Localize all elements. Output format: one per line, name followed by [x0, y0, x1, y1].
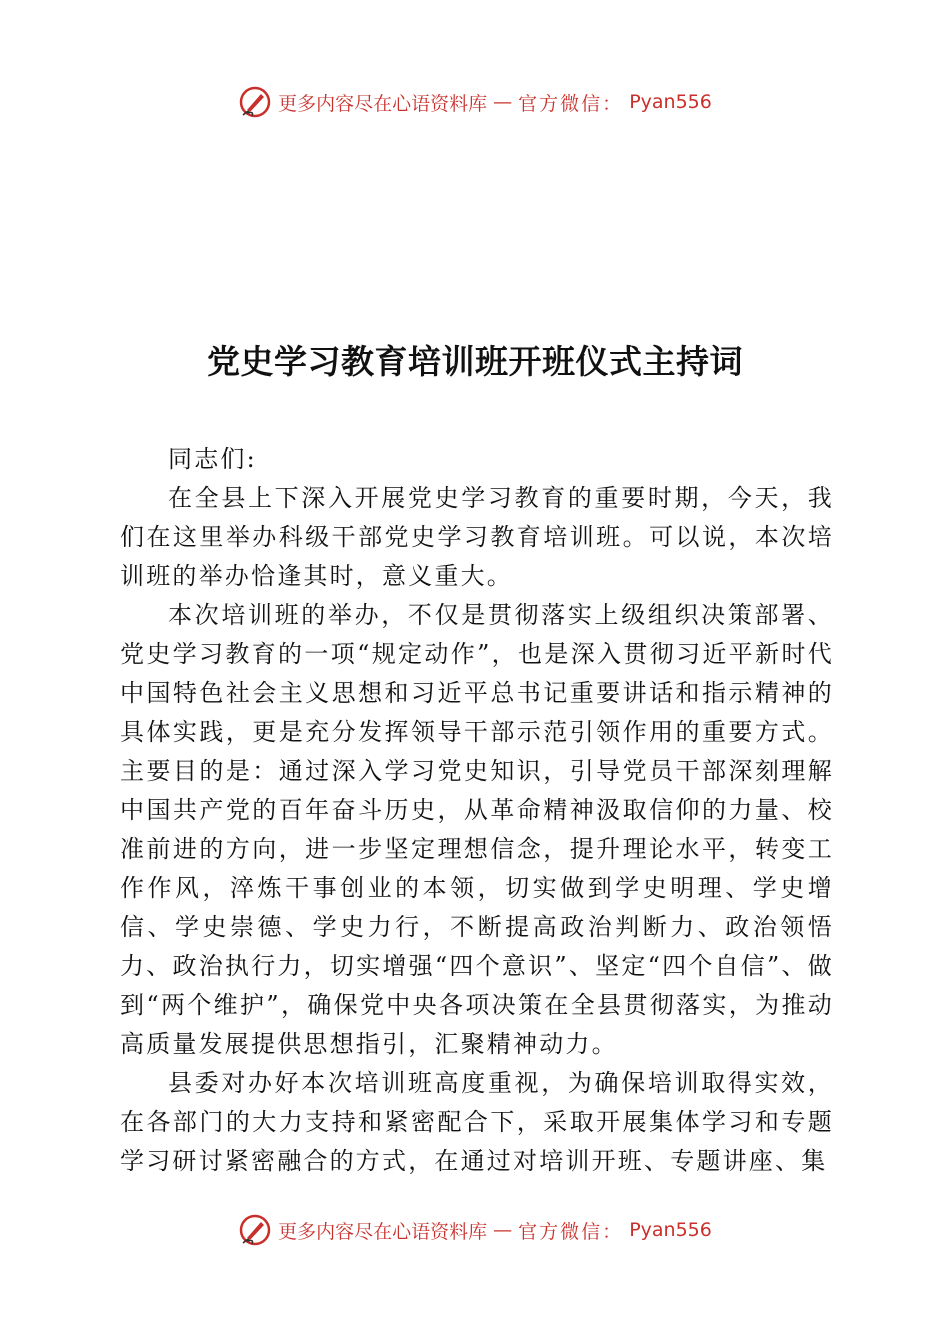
- watermark-wechat-id: Pyan556: [629, 91, 712, 113]
- pen-logo-icon: [238, 85, 272, 119]
- paragraph: 县委对办好本次培训班高度重视，为确保培训取得实效，在各部门的大力支持和紧密配合下，采取开展集体学习和专题学习研讨紧密融合的方式，在通过对培训开班、专题讲座、集: [120, 1069, 834, 1175]
- salutation: 同志们:: [168, 445, 257, 473]
- watermark-wechat-id: Pyan556: [629, 1219, 712, 1241]
- watermark-wechat-label: 官方微信：: [518, 92, 624, 115]
- watermark-wechat-label: 官方微信：: [518, 1220, 624, 1243]
- watermark-separator: —: [493, 91, 513, 113]
- document-title: 党史学习教育培训班开班仪式主持词: [207, 342, 743, 381]
- header-watermark: [0, 82, 950, 122]
- watermark-main-text: 更多内容尽在心语资料库: [278, 92, 488, 115]
- watermark-separator: —: [493, 1219, 513, 1241]
- document-body: [120, 440, 834, 1181]
- paragraph: 在全县上下深入开展党史学习教育的重要时期，今天，我们在这里举办科级干部党史学习教育培训班。可以说，本次培训班的举办恰逢其时，意义重大。: [120, 484, 834, 590]
- footer-watermark: [0, 1210, 950, 1250]
- pen-logo-icon: [238, 1213, 272, 1247]
- watermark-main-text: 更多内容尽在心语资料库: [278, 1220, 488, 1243]
- paragraph: 本次培训班的举办，不仅是贯彻落实上级组织决策部署、党史学习教育的一项“规定动作”，也是深入贯彻习近平新时代中国特色社会主义思想和习近平总书记重要讲话和指示精神的具体实践，更是充分发挥领导干部示范引领作用的重要方式。主要目的是：通过深入学习党史知识，引导党员干部深刻理解中国共产党的百年奋斗历史，从革命精神汲取信仰的力量、校准前进的方向，进一步坚定理想信念，提升理论水平，转变工作作风，淬炼干事创业的本领，切实做到学史明理、学史增信、学史崇德、学史力行，不断提高政治判断力、政治领悟力、政治执行力，切实增强“四个意识”、坚定“四个自信”、做到“两个维护”，确保党中央各项决策在全县贯彻落实，为推动高质量发展提供思想指引，汇聚精神动力。: [120, 601, 834, 1058]
